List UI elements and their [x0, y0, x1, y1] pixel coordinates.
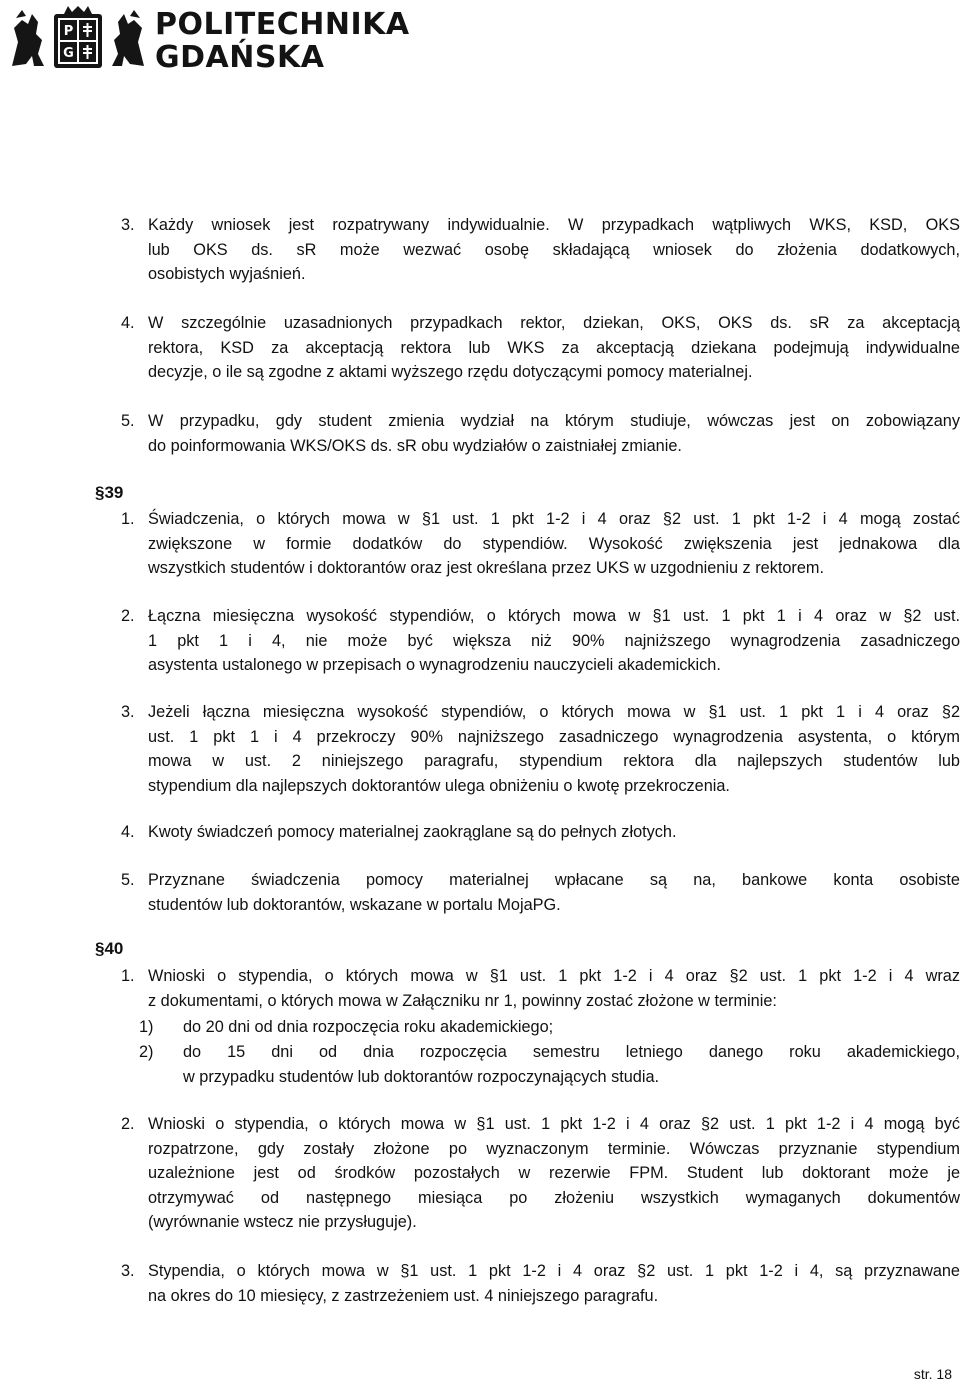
- text-line: zwiększone w formie dodatków do stypendiów. Wysokość zwiększenia jest jednakowa dla: [148, 534, 960, 553]
- logo-emblem-icon: [8, 6, 148, 72]
- text-line: otrzymywać od następnego miesiąca po złożeniu wszystkich wymaganych dokumentów: [148, 1188, 960, 1207]
- text-line: W przypadku, gdy student zmienia wydział na którym studiuje, wówczas jest on zobowiązany: [148, 412, 960, 430]
- list-item: [121, 213, 960, 287]
- page-number: str. 18: [913, 1366, 952, 1382]
- item-number: 3.: [121, 703, 135, 721]
- text-line: mowa w ust. 2 niniejszego paragrafu, stypendium rektora dla najlepszych studentów lub: [148, 752, 960, 770]
- text-line: osobistych wyjaśnień.: [148, 265, 306, 283]
- text-line: Łączna miesięczna wysokość stypendiów, o których mowa w §1 ust. 1 pkt 1 i 4 oraz w §2 ust.: [148, 607, 960, 625]
- text-line: do poinformowania WKS/OKS ds. sR obu wydziałów o zaistniałej zmianie.: [148, 436, 682, 455]
- item-number: 5.: [121, 412, 135, 430]
- item-number: 3.: [121, 1262, 135, 1280]
- list-item: [121, 507, 960, 581]
- list-item: [121, 311, 960, 385]
- sub-item-number: 2): [139, 1043, 154, 1061]
- list-item: [121, 1259, 960, 1308]
- text-line: Wnioski o stypendia, o których mowa w §1 ust. 1 pkt 1-2 i 4 oraz §2 ust. 1 pkt 1-2 i 4 mogą być: [148, 1115, 960, 1133]
- text-line: w przypadku studentów lub doktorantów rozpoczynających studia.: [183, 1067, 660, 1086]
- list-item: [121, 1112, 960, 1235]
- text-line: do 15 dni od dnia rozpoczęcia semestru letniego danego roku akademickiego,: [183, 1043, 960, 1061]
- text-line: Wnioski o stypendia, o których mowa w §1 ust. 1 pkt 1-2 i 4 oraz §2 ust. 1 pkt 1-2 i 4 wraz: [148, 967, 960, 985]
- item-number: 2.: [121, 607, 135, 625]
- item-number: 4.: [121, 823, 135, 841]
- text-line: Kwoty świadczeń pomocy materialnej zaokrąglane są do pełnych złotych.: [148, 823, 677, 841]
- item-number: 4.: [121, 314, 135, 332]
- section-heading-39: §39: [95, 483, 124, 502]
- text-line: studentów lub doktorantów, wskazane w portalu MojaPG.: [148, 895, 561, 914]
- sub-item-number: 1): [139, 1018, 154, 1036]
- text-line: do 20 dni od dnia rozpoczęcia roku akademickiego;: [183, 1018, 554, 1036]
- text-line: (wyrównanie wstecz nie przysługuje).: [148, 1213, 417, 1231]
- text-line: rozpatrzone, gdy zostały złożone po wyznaczonym terminie. Wówczas przyznanie stypendium: [148, 1139, 960, 1158]
- text-line: 1 pkt 1 i 4, nie może być większa niż 90% najniższego wynagrodzenia zasadniczego: [148, 631, 960, 650]
- list-item: [121, 700, 960, 798]
- item-number: 3.: [121, 216, 135, 234]
- svg-text:G: G: [63, 46, 74, 61]
- text-line: rektora, KSD za akceptacją rektora lub WKS za akceptacją dziekana podejmują indywidualne: [148, 338, 960, 357]
- text-line: ust. 1 pkt 1 i 4 przekroczy 90% najniższego zasadniczego wynagrodzenia asystenta, o którym: [148, 727, 960, 746]
- logo-wordmark: [155, 8, 410, 74]
- section-heading-40: §40: [95, 939, 124, 958]
- text-line: lub OKS ds. sR może wezwać osobę składającą wniosek do złożenia dodatkowych,: [148, 240, 960, 259]
- svg-text:P: P: [63, 24, 74, 39]
- item-number: 1.: [121, 967, 135, 985]
- text-line: na okres do 10 miesięcy, z zastrzeżeniem ust. 4 niniejszego paragrafu.: [148, 1286, 659, 1305]
- list-item: [121, 409, 960, 458]
- item-number: 1.: [121, 510, 135, 528]
- text-line: z dokumentami, o których mowa w Załączniku nr 1, powinny zostać złożone w terminie:: [148, 991, 777, 1010]
- list-item: [121, 604, 960, 678]
- text-line: Jeżeli łączna miesięczna wysokość stypendiów, o których mowa w §1 ust. 1 pkt 1 i 4 oraz §2: [148, 703, 960, 721]
- text-line: Każdy wniosek jest rozpatrywany indywidualnie. W przypadkach wątpliwych WKS, KSD, OKS: [148, 216, 960, 234]
- text-line: Stypendia, o których mowa w §1 ust. 1 pkt 1-2 i 4 oraz §2 ust. 1 pkt 1-2 i 4, są przyznawane: [148, 1262, 960, 1280]
- item-number: 5.: [121, 871, 135, 889]
- item-number: 2.: [121, 1115, 135, 1133]
- text-line: stypendium dla najlepszych doktorantów ulega obniżeniu o kwotę przekroczenia.: [148, 776, 730, 795]
- logo-text-line1: POLITECHNIKA: [155, 7, 410, 42]
- text-line: Świadczenia, o których mowa w §1 ust. 1 pkt 1-2 i 4 oraz §2 ust. 1 pkt 1-2 i 4 mogą zostać: [148, 510, 960, 528]
- list-item: [121, 868, 960, 917]
- text-line: W szczególnie uzasadnionych przypadkach rektor, dziekan, OKS, OKS ds. sR za akceptacją: [148, 314, 960, 332]
- logo-text-line2: GDAŃSKA: [155, 40, 325, 75]
- text-line: Przyznane świadczenia pomocy materialnej wpłacane są na, bankowe konta osobiste: [148, 871, 960, 889]
- text-line: decyzje, o ile są zgodne z aktami wyższego rzędu dotyczącymi pomocy materialnej.: [148, 363, 753, 381]
- text-line: uzależnione jest od środków pozostałych w rezerwie FPM. Student lub doktorant może je: [148, 1164, 960, 1182]
- sub-list-item: [139, 1040, 960, 1089]
- list-item: [121, 964, 960, 1013]
- sub-list-item: [139, 1015, 960, 1040]
- list-item: [121, 820, 960, 845]
- text-line: wszystkich studentów i doktorantów oraz jest określana przez UKS w uzgodnieniu z rektorem.: [148, 559, 824, 577]
- text-line: asystenta ustalonego w przepisach o wynagrodzeniu nauczycieli akademickich.: [148, 656, 721, 674]
